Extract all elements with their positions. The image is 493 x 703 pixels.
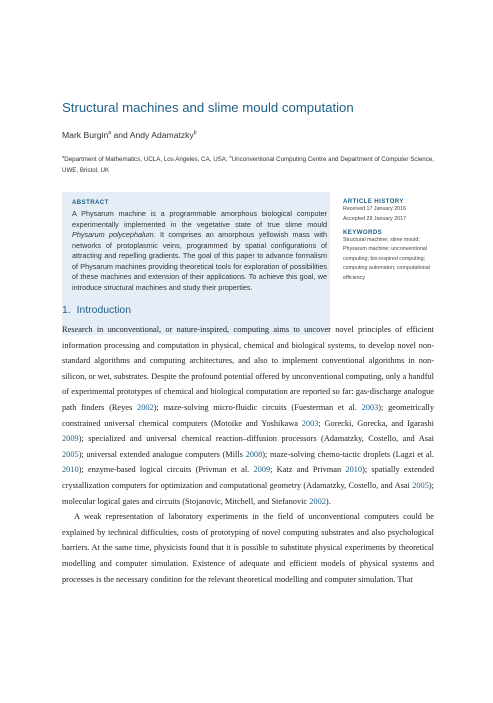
citation-link[interactable]: 2003 <box>301 418 319 428</box>
citation-link[interactable]: 2008 <box>245 449 263 459</box>
abstract-text <box>72 209 327 293</box>
citation-link[interactable]: 2009 <box>62 434 79 444</box>
received-date: Received 17 January 2016 <box>343 206 407 212</box>
body-text-segment: ; Gorecki, Gorecka, and Igarashi <box>318 418 434 428</box>
citation-link[interactable]: 2010 <box>345 465 363 475</box>
section-number: 1. <box>62 305 71 316</box>
author-name: Mark Burgin <box>62 130 109 140</box>
article-title: Structural machines and slime mould computation <box>62 100 354 115</box>
abstract-text-part: A Physarum machine is a programmable amorphous biological computer experimentally implemented in the vegetative state of true slime mould <box>72 209 327 229</box>
body-text <box>62 322 434 587</box>
citation-link[interactable]: 2009 <box>253 465 271 475</box>
body-text-segment: ; Katz and Privman <box>270 465 346 475</box>
citation-link[interactable]: 2005 <box>412 480 429 490</box>
body-paragraph: A weak representation of laboratory experiments in the field of unconventional computers could be explained by technical difficulties, costs of prototyping of novel computing substrates and also psychological barriers. At the same time, physicists found that it is possible to substitute physical experiments by theoretical modelling and computer simulation. Existence of adequate and efficient models of physical systems and processes is the necessary condition for the relevant theoretical modelling and computer simulation. That <box>62 512 434 584</box>
affiliation-text: Department of Mathematics, UCLA, Los Angeles, CA, USA; <box>64 156 230 163</box>
affiliation-text: Unconventional Computing Centre and Department of Computer Science, UWE, Bristol, UK <box>62 156 434 175</box>
citation-link[interactable]: 2010 <box>62 465 79 475</box>
species-name: Physarum polycephalum <box>72 230 154 239</box>
author-separator: and <box>111 130 130 140</box>
citation-link[interactable]: 2005 <box>62 449 79 459</box>
citation-link[interactable]: 2002 <box>137 402 154 412</box>
abstract-text-part: . It comprises an amorphous yellowish mass with networks of protoplasmic veins, programmed by spatial configurations of attracting and repelling gradients. The goal of this paper to advance formalism of Physarum machines providing theoretical tools for exploration of possibilities of these machines and extension of their applications. To achieve this goal, we introduce structural machines and study their properties. <box>72 230 327 292</box>
section-heading <box>62 305 131 316</box>
body-paragraph <box>62 322 434 509</box>
body-text-segment: ); specialized and universal chemical reaction–diffusion processors (Adamatzky, Costello, and Asai <box>78 434 434 444</box>
citation-link[interactable]: 2003 <box>361 402 379 412</box>
body-text-segment: ); molecular logical gates and circuits (Stojanovic, Mitchell, and Stefanovic <box>62 480 434 506</box>
affiliation-marker: a <box>108 130 112 136</box>
body-text-segment: ); maze-solving chemo-tactic droplets (Lagzi et al. <box>262 449 434 459</box>
history-heading: ARTICLE HISTORY <box>343 198 404 205</box>
affiliation-marker: b <box>193 130 197 136</box>
body-text-segment: ); enzyme-based logical circuits (Privman et al. <box>78 465 254 475</box>
keywords-text: Structural machine; slime mould; Physarum machine; unconventional computing; bio-inspired computing; computing automaton; computational efficiency <box>343 236 430 281</box>
body-text-segment: ); spatially extended crystallization computers for optimization and computational geometry (Adamatzky, Costello, and Asai <box>62 465 434 490</box>
article-history <box>343 198 435 283</box>
body-text-segment: ). <box>325 496 331 506</box>
affiliation-marker: a <box>62 154 65 159</box>
affiliation-marker: b <box>229 154 232 159</box>
body-text-segment: ); maze-solving micro-fluidic circuits (Fuesterman et al. <box>153 402 362 412</box>
accepted-date: Accepted 29 January 2017 <box>343 215 407 222</box>
body-text-segment: ); universal extended analogue computers (Mills <box>78 449 246 459</box>
citation-link[interactable]: 2002 <box>309 496 326 506</box>
abstract-heading: ABSTRACT <box>72 199 109 206</box>
author-line <box>62 130 197 140</box>
affiliations <box>62 151 434 177</box>
keywords-heading: KEYWORDS <box>343 228 383 236</box>
body-text-segment: Research in unconventional, or nature-inspired, computing aims to uncover novel principles of efficient information processing and computation in physical, chemical and biological systems, to develop novel non-standard algorithms and computing architectures, and also to implement conventional algorithms in non-silicon, or wet, substrates. Despite the profound potential offered by unconventional computing, only a handful of experimental prototypes of chemical and biological computation are reported so far: gas-discharge analogue path finders (Reyes <box>62 325 434 412</box>
section-title: Introduction <box>76 305 131 316</box>
body-text-segment: ); geometrically constrained universal chemical computers (Motoike and Yoshikawa <box>62 402 434 428</box>
author-name: Andy Adamatzky <box>129 130 194 140</box>
